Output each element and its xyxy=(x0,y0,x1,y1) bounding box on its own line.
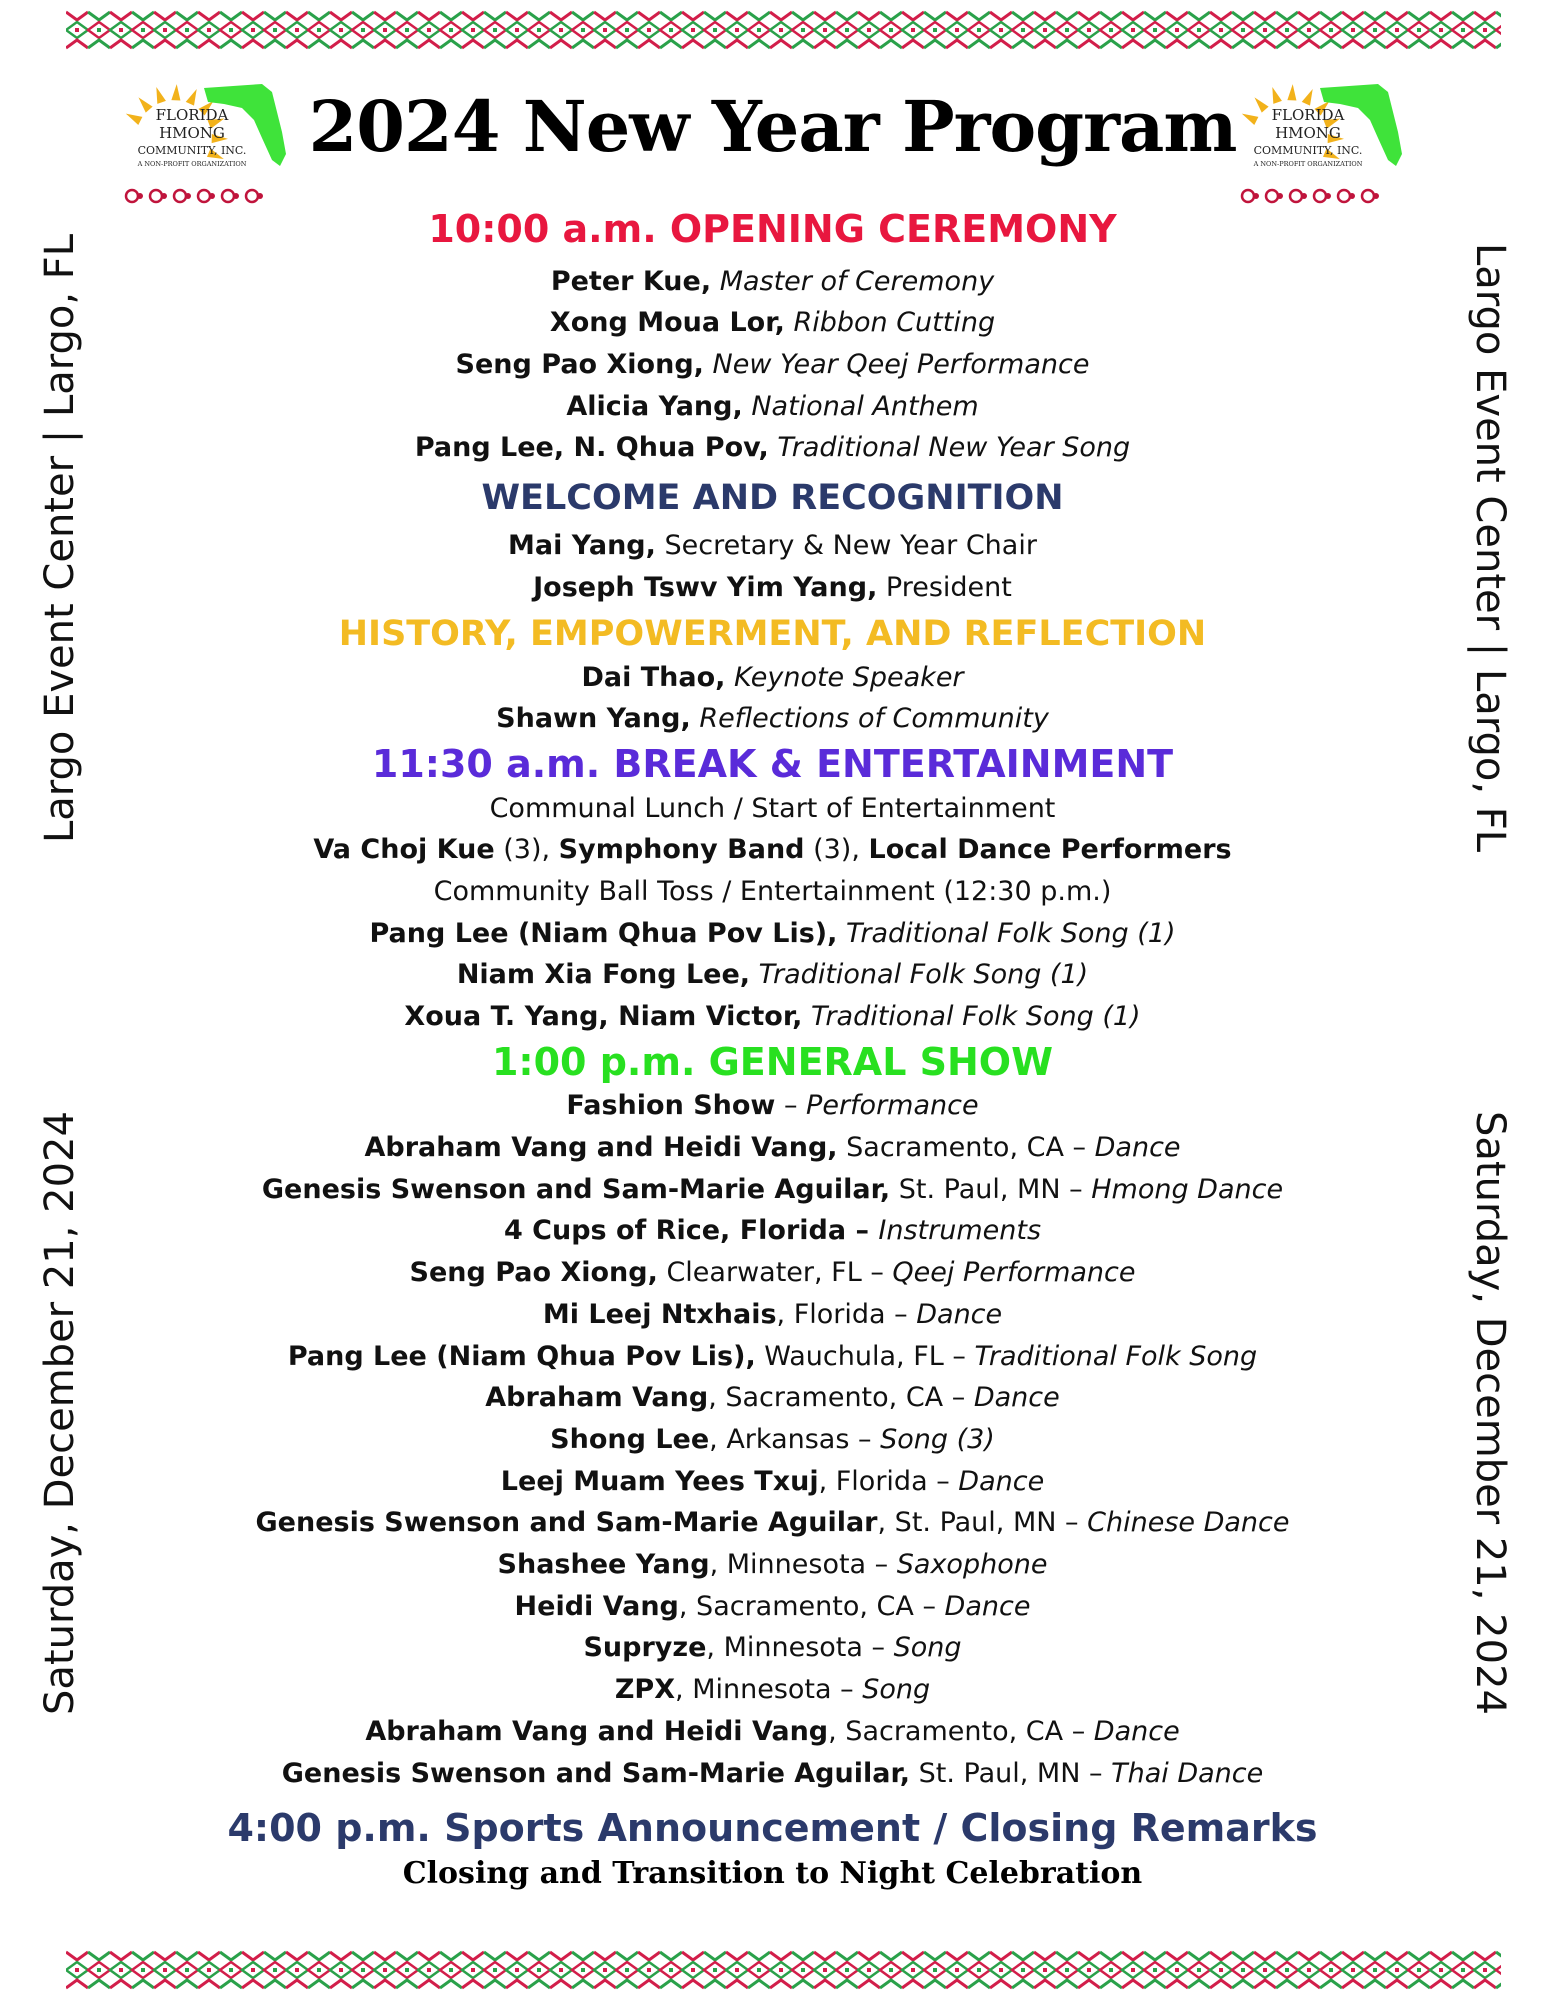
performer-name: Local Dance Performers xyxy=(868,834,1232,866)
dash-separator: – xyxy=(775,1090,807,1122)
performance-type: Song xyxy=(862,1674,931,1706)
list-item xyxy=(200,1252,1345,1294)
performer-location: St. Paul, MN xyxy=(910,1757,1081,1789)
break-line-lunch: Communal Lunch / Start of Entertainment xyxy=(489,792,1056,824)
dash-separator: – xyxy=(927,1465,959,1497)
performance-type: Qeej Performance xyxy=(892,1257,1136,1289)
performance-type: Song (3) xyxy=(880,1423,995,1455)
performer-role: Traditional Folk Song (1) xyxy=(845,917,1176,949)
dash-separator: – xyxy=(866,1549,897,1581)
performer-name: Mi Leej Ntxhais xyxy=(542,1298,777,1330)
svg-text:HMONG: HMONG xyxy=(1275,124,1341,142)
general-list xyxy=(200,1085,1345,1794)
list-item xyxy=(200,1669,1345,1711)
performer-name: Symphony Band xyxy=(558,834,805,866)
performer-location: , St. Paul, MN xyxy=(877,1507,1057,1539)
dash-separator: – xyxy=(1080,1757,1112,1789)
side-date-left: Saturday, December 21, 2024 xyxy=(37,1111,83,1715)
list-item xyxy=(200,302,1345,344)
performer-name: Peter Kue, xyxy=(550,265,712,297)
performance-type: Song xyxy=(893,1632,962,1664)
performer-name: Abraham Vang xyxy=(485,1382,709,1414)
person-name: Joseph Tswv Yim Yang, xyxy=(533,571,878,603)
list-item xyxy=(200,1627,1345,1669)
list-item xyxy=(200,567,1345,609)
performer-role: New Year Qeej Performance xyxy=(712,349,1090,380)
performance-type: Traditional Folk Song xyxy=(974,1340,1258,1372)
list-item xyxy=(200,261,1345,303)
performer-name: ZPX xyxy=(614,1674,676,1706)
list-item xyxy=(200,1711,1345,1753)
performer-name: Seng Pao Xiong, xyxy=(455,349,704,380)
performance-type: Dance xyxy=(958,1465,1045,1497)
performer-location: Wauchula, FL xyxy=(755,1340,944,1372)
dash-separator: – xyxy=(1063,1132,1095,1164)
welcome-list xyxy=(200,525,1345,608)
person-role: Keynote Speaker xyxy=(734,661,964,693)
performer-role: Ribbon Cutting xyxy=(793,307,996,339)
dash-separator: – xyxy=(846,1215,879,1247)
performer-location: , Arkansas xyxy=(709,1423,850,1455)
performance-type: Dance xyxy=(916,1298,1003,1330)
list-item xyxy=(200,657,1345,699)
list-item xyxy=(200,1210,1345,1252)
opening-list xyxy=(200,261,1345,470)
list-item xyxy=(200,427,1345,469)
performer-name: Pang Lee (Niam Qhua Pov Lis), xyxy=(369,917,838,949)
performer-name: Abraham Vang and Heidi Vang, xyxy=(364,1132,838,1164)
performer-role: Traditional Folk Song (1) xyxy=(758,959,1089,991)
performer-count: (3), xyxy=(494,834,559,866)
dash-separator: – xyxy=(1063,1715,1094,1747)
list-item xyxy=(200,386,1345,428)
list-item xyxy=(200,1294,1345,1336)
person-name: Mai Yang, xyxy=(508,530,656,562)
list-item xyxy=(200,1502,1345,1544)
svg-text:COMMUNITY, INC.: COMMUNITY, INC. xyxy=(137,144,247,157)
performer-location: Clearwater, FL xyxy=(657,1257,862,1289)
side-venue-left: Largo Event Center | Largo, FL xyxy=(37,233,83,843)
performer-name: Genesis Swenson and Sam-Marie Aguilar xyxy=(255,1507,878,1539)
side-venue-right: Largo Event Center | Largo, FL xyxy=(1467,243,1513,853)
performer-role: Master of Ceremony xyxy=(719,265,995,297)
break-line-balltoss: Community Ball Toss / Entertainment (12:30 p.m.) xyxy=(433,875,1112,907)
dash-separator: – xyxy=(831,1674,863,1706)
svg-text:FLORIDA: FLORIDA xyxy=(155,106,229,124)
performance-type: Performance xyxy=(806,1090,979,1122)
performer-location: , Sacramento, CA xyxy=(828,1715,1064,1747)
performance-type: Instruments xyxy=(878,1215,1042,1247)
performer-name: Leej Muam Yees Txuj xyxy=(500,1465,819,1497)
performer-role: National Anthem xyxy=(751,390,979,422)
performance-type: Thai Dance xyxy=(1111,1757,1264,1789)
list-item xyxy=(200,1127,1345,1169)
performer-location: , Sacramento, CA xyxy=(678,1590,914,1622)
list-item xyxy=(200,1753,1345,1795)
svg-text:FLORIDA: FLORIDA xyxy=(1271,106,1345,124)
break-list xyxy=(200,788,1345,1038)
performer-name: Genesis Swenson and Sam-Marie Aguilar, xyxy=(261,1173,891,1205)
list-item xyxy=(200,1377,1345,1419)
list-item xyxy=(200,698,1345,740)
performance-type: Dance xyxy=(944,1590,1031,1622)
list-item xyxy=(200,1169,1345,1211)
program-schedule xyxy=(200,207,1345,1892)
performer-name: Xong Moua Lor, xyxy=(549,307,785,339)
performer-name: Heidi Vang xyxy=(514,1590,679,1622)
dash-separator: – xyxy=(861,1257,893,1289)
performer-location: , Sacramento, CA xyxy=(708,1382,944,1414)
performer-name: Pang Lee, N. Qhua Pov, xyxy=(414,432,769,464)
performer-name: Genesis Swenson and Sam-Marie Aguilar, xyxy=(281,1757,911,1789)
list-item xyxy=(200,954,1345,996)
performer-name: Niam Xia Fong Lee, xyxy=(456,959,751,991)
list-item xyxy=(200,996,1345,1038)
dash-separator: – xyxy=(943,1340,975,1372)
general-heading: 1:00 p.m. GENERAL SHOW xyxy=(491,1039,1054,1084)
performer-name: Fashion Show xyxy=(566,1090,776,1122)
dash-separator: – xyxy=(1060,1173,1092,1205)
performer-name: Supryze xyxy=(583,1632,707,1664)
performer-name: Shong Lee xyxy=(550,1423,710,1455)
dash-separator: – xyxy=(862,1632,894,1664)
performance-type: Hmong Dance xyxy=(1091,1173,1284,1205)
dash-separator: – xyxy=(1056,1507,1088,1539)
list-item xyxy=(200,1085,1345,1127)
dash-separator: – xyxy=(943,1382,974,1414)
side-date-right: Saturday, December 21, 2024 xyxy=(1467,1111,1513,1715)
break-line-performers xyxy=(200,829,1345,871)
bottom-border-pattern xyxy=(66,1948,1501,1992)
person-name: Dai Thao, xyxy=(581,661,726,693)
break-heading: 11:30 a.m. BREAK & ENTERTAINMENT xyxy=(371,741,1174,786)
performer-name: Alicia Yang, xyxy=(566,390,743,422)
performance-type: Dance xyxy=(1093,1715,1180,1747)
history-list xyxy=(200,657,1345,740)
performer-name: 4 Cups of Rice, Florida xyxy=(503,1215,847,1247)
performer-location: Sacramento, CA xyxy=(837,1132,1064,1164)
closing-line: Closing and Transition to Night Celebration xyxy=(402,1855,1143,1891)
performer-name: Pang Lee (Niam Qhua Pov Lis), xyxy=(287,1340,756,1372)
page-title: 2024 New Year Program xyxy=(308,85,1237,168)
list-item xyxy=(200,525,1345,567)
dash-separator: – xyxy=(913,1590,945,1622)
performer-location: , Florida xyxy=(776,1298,886,1330)
performer-name: Shashee Yang xyxy=(497,1549,710,1581)
performer-name: Xoua T. Yang, Niam Victor, xyxy=(404,1001,803,1033)
performer-count: (3), xyxy=(804,834,869,866)
performance-type: Dance xyxy=(1094,1132,1181,1164)
list-item xyxy=(200,1544,1345,1586)
person-title: President xyxy=(885,571,1012,603)
dash-separator: – xyxy=(849,1423,881,1455)
performer-role: Traditional New Year Song xyxy=(777,432,1131,464)
svg-text:COMMUNITY, INC.: COMMUNITY, INC. xyxy=(1253,144,1363,157)
performer-location: St. Paul, MN xyxy=(890,1173,1061,1205)
svg-text:A NON-PROFIT ORGANIZATION: A NON-PROFIT ORGANIZATION xyxy=(1253,160,1363,168)
person-role: Reflections of Community xyxy=(699,703,1049,735)
list-item xyxy=(200,913,1345,955)
performance-type: Dance xyxy=(973,1382,1060,1414)
history-heading: HISTORY, EMPOWERMENT, AND REFLECTION xyxy=(338,613,1207,654)
person-title: Secretary & New Year Chair xyxy=(664,530,1037,562)
performer-name: Abraham Vang and Heidi Vang xyxy=(365,1715,829,1747)
list-item xyxy=(200,1586,1345,1628)
performer-name: Seng Pao Xiong, xyxy=(409,1257,658,1289)
svg-text:A NON-PROFIT ORGANIZATION: A NON-PROFIT ORGANIZATION xyxy=(137,160,247,168)
list-item xyxy=(200,1419,1345,1461)
performance-type: Chinese Dance xyxy=(1087,1507,1290,1539)
performer-location: , Florida xyxy=(818,1465,928,1497)
person-name: Shawn Yang, xyxy=(496,703,691,735)
welcome-heading: WELCOME AND RECOGNITION xyxy=(481,478,1064,519)
performer-name: Va Choj Kue xyxy=(313,834,495,866)
performance-type: Saxophone xyxy=(896,1549,1048,1581)
top-border-pattern xyxy=(66,8,1501,52)
sports-heading: 4:00 p.m. Sports Announcement / Closing Remarks xyxy=(227,1806,1318,1851)
list-item xyxy=(200,1336,1345,1378)
performer-location: , Minnesota xyxy=(709,1549,867,1581)
dash-separator: – xyxy=(885,1298,917,1330)
performer-location: , Minnesota xyxy=(706,1632,863,1664)
list-item xyxy=(200,1461,1345,1503)
opening-heading: 10:00 a.m. OPENING CEREMONY xyxy=(428,207,1117,251)
performer-role: Traditional Folk Song (1) xyxy=(811,1001,1141,1033)
performer-location: , Minnesota xyxy=(675,1674,832,1706)
svg-text:HMONG: HMONG xyxy=(159,124,225,142)
list-item xyxy=(200,344,1345,386)
